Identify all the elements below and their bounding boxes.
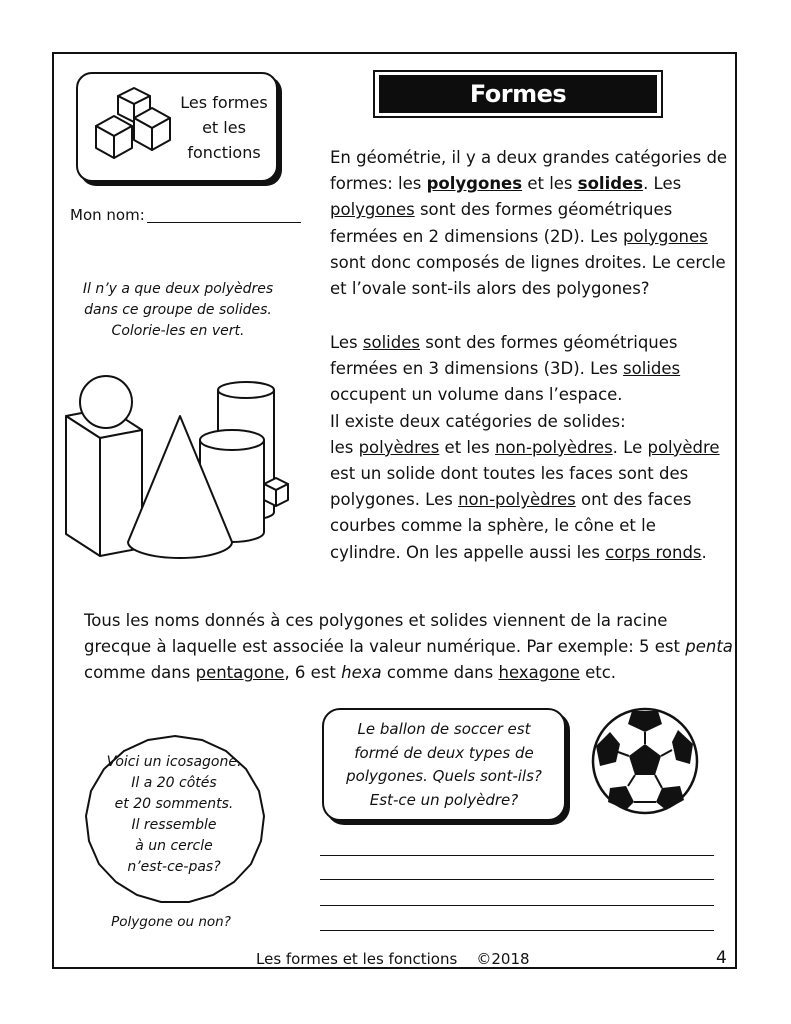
logo-line-2: et les bbox=[202, 118, 246, 137]
icosagon-description: Voici un icosagone. Il a 20 côtés et 20 somments. Il ressemble à un cercle n’est-ce-pas? bbox=[106, 754, 242, 875]
soccer-question: Le ballon de soccer est formé de deux types de polygones. Quels sont-ils? Est-ce un polyèdre? bbox=[346, 720, 542, 809]
keyword-polygones: polygones bbox=[426, 174, 523, 194]
solids-instruction bbox=[64, 279, 292, 342]
cubes-icon bbox=[88, 82, 180, 164]
logo-line-3: fonctions bbox=[187, 143, 261, 162]
greek-roots-paragraph: Tous les noms donnés à ces polygones et solides viennent de la racine grecque à laquelle est associée la valeur numérique. Par exemple: 5 est penta comme dans pentagone, 6 est hexa comme dans hexagone etc. bbox=[84, 611, 733, 683]
answer-line-2[interactable] bbox=[320, 879, 714, 880]
answer-line-3[interactable] bbox=[320, 905, 714, 906]
intro-paragraph: En géométrie, il y a deux grandes catégories de formes: les polygones et les solides. Les polygones sont des formes géométriques fermées en 2 dimensions (2D). Les polygones sont donc composés de lignes droites. Le cercle et l’ovale sont-ils alors des polygones? bbox=[330, 148, 728, 299]
answer-line-4[interactable] bbox=[320, 930, 714, 931]
solids-paragraph: Les solides sont des formes géométriques fermées en 3 dimensions (3D). Les solides occupent un volume dans l’espace. Il existe deux catégories de solides: les polyèdres et les non-polyèdres. Le polyèdre est un solide dont toutes les faces sont des polygones. Les non-polyèdres ont des faces courbes comme la sphère, le cône et le cylindre. On les appelle aussi les corps ronds. bbox=[330, 333, 720, 562]
logo-line-1: Les formes bbox=[180, 93, 268, 112]
solids-note-line-3: Colorie-les en vert. bbox=[111, 323, 245, 339]
answer-line-1[interactable] bbox=[320, 855, 714, 856]
polygon-question: Polygone ou non? bbox=[111, 914, 231, 930]
soccer-ball-icon bbox=[590, 706, 700, 816]
page-title: Formes géométriques bbox=[379, 75, 657, 113]
solids-note-line-2: dans ce groupe de solides. bbox=[84, 302, 272, 318]
solids-illustration bbox=[64, 372, 296, 574]
logo-text bbox=[176, 90, 272, 165]
name-field[interactable] bbox=[147, 222, 301, 223]
solids-note-line-1: Il n’y a que deux polyèdres bbox=[82, 281, 274, 297]
footer-text: Les formes et les fonctions ©2018 bbox=[256, 950, 530, 968]
page-number: 4 bbox=[716, 948, 727, 968]
keyword-solides: solides bbox=[577, 174, 644, 194]
name-label: Mon nom: bbox=[70, 206, 145, 224]
